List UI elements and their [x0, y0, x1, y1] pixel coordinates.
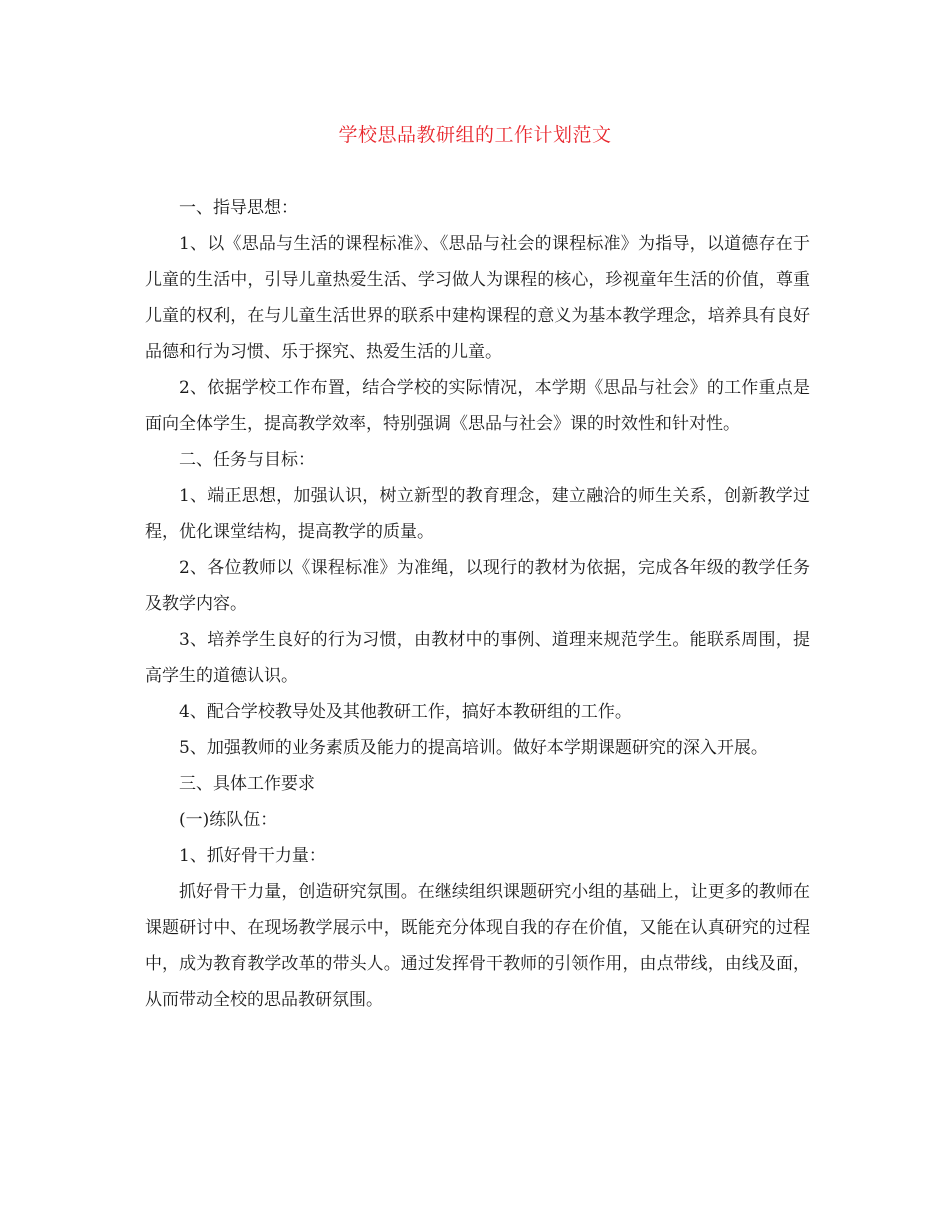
paragraph: 4、配合学校教导处及其他教研工作，搞好本教研组的工作。 [179, 702, 632, 722]
subheading-team: (一)练队伍： [179, 810, 278, 830]
paragraph: 2、各位教师以《课程标准》为准绳，以现行的教材为依据，完成各年级的教学任务及教学内容。 [145, 558, 810, 614]
paragraph: 1、端正思想，加强认识，树立新型的教育理念，建立融洽的师生关系，创新教学过程，优化课堂结构，提高教学的质量。 [145, 486, 810, 542]
heading-work-requirements: 三、具体工作要求 [179, 774, 315, 794]
paragraph: 抓好骨干力量，创造研究氛围。在继续组织课题研究小组的基础上，让更多的教师在课题研讨中、在现场教学展示中，既能充分体现自我的存在价值，又能在认真研究的过程中，成为教育教学改革的带头人。通过发挥骨干教师的引领作用，由点带线，由线及面，从而带动全校的思品教研氛围。 [145, 882, 810, 1010]
subheading-backbone: 1、抓好骨干力量： [179, 846, 326, 866]
heading-tasks-goals: 二、任务与目标： [179, 450, 315, 470]
paragraph: 5、加强教师的业务素质及能力的提高培训。做好本学期课题研究的深入开展。 [179, 738, 768, 758]
paragraph: 1、以《思品与生活的课程标准》、《思品与社会的课程标准》为指导，以道德存在于儿童的生活中，引导儿童热爱生活、学习做人为课程的核心，珍视童年生活的价值，尊重儿童的权利，在与儿童生活世界的联系中建构课程的意义为基本教学理念，培养具有良好品德和行为习惯、乐于探究、热爱生活的儿童。 [145, 234, 810, 362]
heading-guiding-thought: 一、指导思想： [179, 198, 298, 218]
document-title: 学校思品教研组的工作计划范文 [338, 124, 612, 146]
paragraph: 2、依据学校工作布置，结合学校的实际情况，本学期《思品与社会》的工作重点是面向全体学生，提高教学效率，特别强调《思品与社会》课的时效性和针对性。 [145, 378, 810, 434]
document-body [145, 190, 810, 1018]
paragraph: 3、培养学生良好的行为习惯，由教材中的事例、道理来规范学生。能联系周围，提高学生的道德认识。 [145, 630, 810, 686]
